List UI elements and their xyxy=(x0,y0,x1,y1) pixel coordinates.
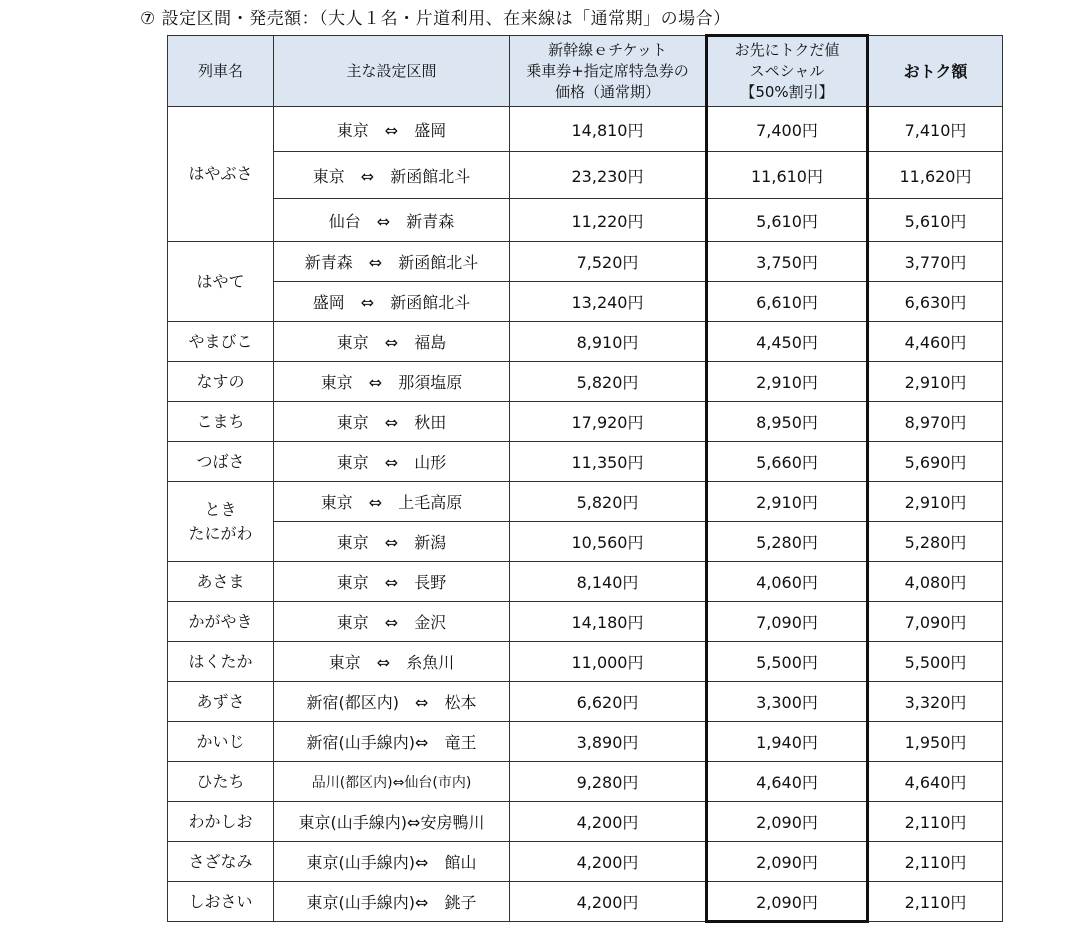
saving-cell: 2,910円 xyxy=(868,362,1003,402)
saving-cell: 11,620円 xyxy=(868,152,1003,199)
header-saving: おトク額 xyxy=(868,36,1003,107)
header-price-line1: 新幹線ｅチケット xyxy=(548,40,667,59)
route-cell: 新青森 ⇔ 新函館北斗 xyxy=(274,242,510,282)
table-row xyxy=(168,762,1003,802)
route-cell: 東京(山手線内)⇔安房鴨川 xyxy=(274,802,510,842)
special-price-cell: 2,910円 xyxy=(707,482,868,522)
table-row xyxy=(168,282,1003,322)
special-price-cell: 4,450円 xyxy=(707,322,868,362)
special-price-cell: 4,640円 xyxy=(707,762,868,802)
special-price-cell: 3,300円 xyxy=(707,682,868,722)
table-row xyxy=(168,442,1003,482)
special-price-cell: 7,090円 xyxy=(707,602,868,642)
special-price-cell: 2,090円 xyxy=(707,882,868,922)
saving-cell: 2,110円 xyxy=(868,842,1003,882)
special-price-cell: 2,090円 xyxy=(707,842,868,882)
special-price-cell: 8,950円 xyxy=(707,402,868,442)
table-row xyxy=(168,882,1003,922)
train-name: つばさ xyxy=(168,442,274,482)
saving-cell: 7,090円 xyxy=(868,602,1003,642)
saving-cell: 2,110円 xyxy=(868,882,1003,922)
special-price-cell: 5,660円 xyxy=(707,442,868,482)
price-cell: 5,820円 xyxy=(510,362,707,402)
route-cell: 東京 ⇔ 福島 xyxy=(274,322,510,362)
train-name: あずさ xyxy=(168,682,274,722)
train-name: はくたか xyxy=(168,642,274,682)
saving-cell: 2,910円 xyxy=(868,482,1003,522)
saving-cell: 1,950円 xyxy=(868,722,1003,762)
price-cell: 14,810円 xyxy=(510,107,707,152)
train-name: かがやき xyxy=(168,602,274,642)
saving-cell: 7,410円 xyxy=(868,107,1003,152)
train-name: なすの xyxy=(168,362,274,402)
saving-cell: 5,280円 xyxy=(868,522,1003,562)
saving-cell: 3,770円 xyxy=(868,242,1003,282)
route-cell: 新宿(都区内) ⇔ 松本 xyxy=(274,682,510,722)
header-special-line2: スペシャル xyxy=(749,62,825,80)
saving-cell: 3,320円 xyxy=(868,682,1003,722)
price-cell: 9,280円 xyxy=(510,762,707,802)
saving-cell: 4,460円 xyxy=(868,322,1003,362)
table-row xyxy=(168,682,1003,722)
special-price-cell: 2,910円 xyxy=(707,362,868,402)
price-cell: 4,200円 xyxy=(510,882,707,922)
price-cell: 11,220円 xyxy=(510,199,707,242)
table-row xyxy=(168,402,1003,442)
price-cell: 23,230円 xyxy=(510,152,707,199)
train-name: しおさい xyxy=(168,882,274,922)
table-row xyxy=(168,107,1003,152)
train-name: かいじ xyxy=(168,722,274,762)
table-row xyxy=(168,242,1003,282)
route-cell: 東京(山手線内)⇔ 館山 xyxy=(274,842,510,882)
saving-cell: 8,970円 xyxy=(868,402,1003,442)
special-price-cell: 7,400円 xyxy=(707,107,868,152)
special-price-cell: 6,610円 xyxy=(707,282,868,322)
special-price-cell: 5,610円 xyxy=(707,199,868,242)
header-price-line2: 乗車券+指定席特急券の xyxy=(526,61,689,80)
saving-cell: 5,610円 xyxy=(868,199,1003,242)
route-cell: 東京 ⇔ 糸魚川 xyxy=(274,642,510,682)
table-row xyxy=(168,722,1003,762)
train-name: あさま xyxy=(168,562,274,602)
price-cell: 8,910円 xyxy=(510,322,707,362)
train-name: はやぶさ xyxy=(168,107,274,242)
header-special-line3: 【50%割引】 xyxy=(740,83,834,101)
price-cell: 6,620円 xyxy=(510,682,707,722)
price-cell: 5,820円 xyxy=(510,482,707,522)
route-cell: 東京 ⇔ 新函館北斗 xyxy=(274,152,510,199)
route-cell: 東京 ⇔ 盛岡 xyxy=(274,107,510,152)
table-row xyxy=(168,602,1003,642)
train-name: やまびこ xyxy=(168,322,274,362)
route-cell: 東京 ⇔ 金沢 xyxy=(274,602,510,642)
table-row xyxy=(168,842,1003,882)
fare-table xyxy=(167,34,1003,923)
price-cell: 4,200円 xyxy=(510,802,707,842)
header-special xyxy=(707,36,868,107)
saving-cell: 2,110円 xyxy=(868,802,1003,842)
table-row xyxy=(168,322,1003,362)
saving-cell: 5,690円 xyxy=(868,442,1003,482)
train-name: こまち xyxy=(168,402,274,442)
special-price-cell: 5,500円 xyxy=(707,642,868,682)
table-row xyxy=(168,152,1003,199)
price-cell: 3,890円 xyxy=(510,722,707,762)
table-row xyxy=(168,199,1003,242)
header-train: 列車名 xyxy=(168,36,274,107)
table-row xyxy=(168,522,1003,562)
route-cell: 盛岡 ⇔ 新函館北斗 xyxy=(274,282,510,322)
special-price-cell: 5,280円 xyxy=(707,522,868,562)
price-cell: 10,560円 xyxy=(510,522,707,562)
header-row xyxy=(168,36,1003,107)
saving-cell: 5,500円 xyxy=(868,642,1003,682)
price-cell: 7,520円 xyxy=(510,242,707,282)
route-cell: 東京 ⇔ 長野 xyxy=(274,562,510,602)
special-price-cell: 1,940円 xyxy=(707,722,868,762)
price-cell: 11,350円 xyxy=(510,442,707,482)
special-price-cell: 2,090円 xyxy=(707,802,868,842)
route-cell: 東京 ⇔ 山形 xyxy=(274,442,510,482)
price-cell: 17,920円 xyxy=(510,402,707,442)
table-row xyxy=(168,362,1003,402)
price-cell: 8,140円 xyxy=(510,562,707,602)
route-cell: 新宿(山手線内)⇔ 竜王 xyxy=(274,722,510,762)
route-cell: 仙台 ⇔ 新青森 xyxy=(274,199,510,242)
special-price-cell: 11,610円 xyxy=(707,152,868,199)
route-cell: 東京 ⇔ 新潟 xyxy=(274,522,510,562)
train-name: さざなみ xyxy=(168,842,274,882)
saving-cell: 4,640円 xyxy=(868,762,1003,802)
section-title: ⑦ 設定区間・発売額：（大人１名・片道利用、在来線は「通常期」の場合） xyxy=(140,9,731,29)
price-cell: 13,240円 xyxy=(510,282,707,322)
special-price-cell: 3,750円 xyxy=(707,242,868,282)
train-name: わかしお xyxy=(168,802,274,842)
price-cell: 4,200円 xyxy=(510,842,707,882)
header-price-line3: 価格（通常期） xyxy=(554,82,660,101)
table-row xyxy=(168,642,1003,682)
table-row xyxy=(168,482,1003,522)
header-price xyxy=(510,36,707,107)
table-row xyxy=(168,562,1003,602)
route-cell: 東京(山手線内)⇔ 銚子 xyxy=(274,882,510,922)
route-cell: 品川(都区内)⇔仙台(市内) xyxy=(274,762,510,802)
route-cell: 東京 ⇔ 上毛高原 xyxy=(274,482,510,522)
route-cell: 東京 ⇔ 那須塩原 xyxy=(274,362,510,402)
train-name: ひたち xyxy=(168,762,274,802)
train-name: とき たにがわ xyxy=(168,482,274,562)
saving-cell: 4,080円 xyxy=(868,562,1003,602)
header-route: 主な設定区間 xyxy=(274,36,510,107)
saving-cell: 6,630円 xyxy=(868,282,1003,322)
price-cell: 14,180円 xyxy=(510,602,707,642)
route-cell: 東京 ⇔ 秋田 xyxy=(274,402,510,442)
table-row xyxy=(168,802,1003,842)
header-special-line1: お先にトクだ値 xyxy=(734,41,840,59)
special-price-cell: 4,060円 xyxy=(707,562,868,602)
price-cell: 11,000円 xyxy=(510,642,707,682)
train-name: はやて xyxy=(168,242,274,322)
